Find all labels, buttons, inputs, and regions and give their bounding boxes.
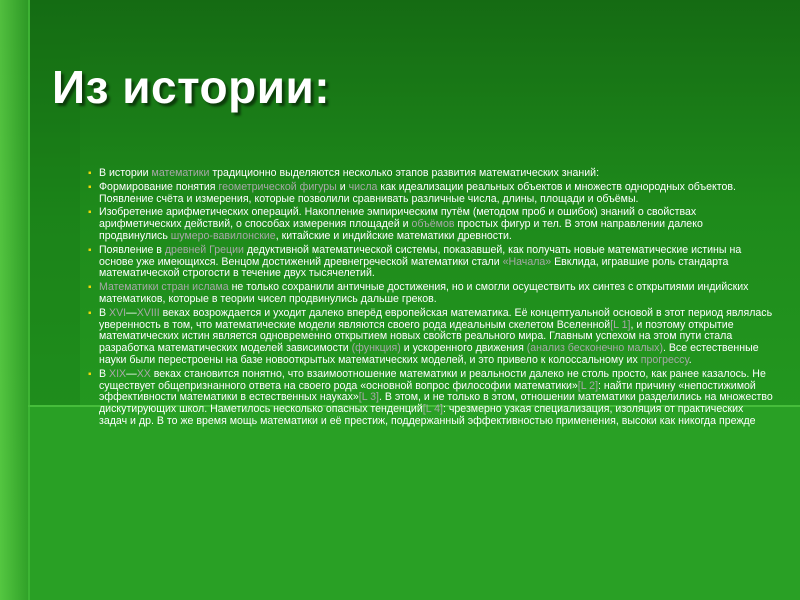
link-reference-l1[interactable]: [L 1]: [610, 318, 631, 331]
item-text: и ускоренного движения: [400, 342, 527, 355]
item-text: простых фигур и тел. В этом направлении далеко продвинулись: [99, 218, 703, 242]
item-text: : найти причину «непостижимой эффективности математики в естественных науках»: [99, 379, 756, 404]
link-century-xvi[interactable]: XVI: [109, 306, 127, 319]
item-text: Изобретение арифметических операций. Накопление эмпирическим путём (методом проб и ошибок) знаний о свойствах арифметических действий, о способах измерения площадей и: [99, 206, 697, 231]
link-century-xviii[interactable]: XVIII: [136, 306, 160, 319]
link-reference-l3[interactable]: [L 3]: [358, 391, 379, 404]
item-text: . Все естественные науки были перестроены на базе новооткрытых математических моделей, и это привело к колоссальному их: [99, 342, 759, 366]
item-text: Формирование понятия: [99, 180, 219, 193]
link-reference-l2[interactable]: [L 2]: [577, 379, 599, 392]
square-bullet-icon: ▪: [88, 181, 92, 193]
item-text: традиционно выделяются несколько этапов развития математических знаний:: [209, 167, 600, 179]
item-text: —: [126, 367, 137, 380]
link-volume[interactable]: объёмов: [411, 218, 455, 231]
square-bullet-icon: ▪: [88, 368, 92, 380]
item-text: как идеализации реальных объектов и множеств однородных объектов. Появление счёта и измерения, которые позволили сравнивать различные числа, длины, площади и объёмы.: [99, 180, 736, 205]
item-text: и: [336, 180, 349, 193]
item-text: Евклида, игравшие роль стандарта математической строгости в течение двух тысячелетий.: [99, 255, 729, 280]
link-geometric-figure[interactable]: геометрической фигуры: [218, 180, 337, 193]
link-number[interactable]: числа: [348, 180, 378, 193]
link-century-xix[interactable]: XIX: [109, 367, 127, 380]
item-text: веках становится понятно, что взаимоотношение математики и реальности далеко не столь просто, как ранее казалось. Не существует общепризнанного ответа на своего рода «основной вопрос философии математики»: [99, 367, 766, 392]
square-bullet-icon: ▪: [88, 168, 92, 179]
link-reference-l4[interactable]: [L 4]: [422, 403, 443, 416]
link-calculus[interactable]: (анализ бесконечно малых): [526, 342, 663, 355]
item-text: , китайские и индийские математики древности.: [275, 229, 512, 242]
list-item: [88, 245, 774, 280]
slide-title: Из истории:: [52, 61, 331, 113]
link-islamic-mathematics[interactable]: Математики стран ислама: [99, 281, 229, 294]
square-bullet-icon: ▪: [88, 207, 92, 219]
left-decorative-band: [0, 0, 30, 600]
bullet-list: [88, 168, 774, 430]
link-mathematics[interactable]: математики: [151, 167, 210, 179]
item-text: не только сохранили античные достижения, но и смогли осуществить их синтез с открытиями индийских математиков, которые в теории чисел продвинулись дальше греков.: [99, 281, 749, 305]
link-progress[interactable]: прогрессу: [640, 353, 689, 366]
item-text: : чрезмерно узкая специализация, изоляция от практических задач и др. В то же время мощь математики и её престиж, поддержанный эффективностью применения, высоки как никогда прежде: [99, 403, 756, 427]
lower-decorative-panel: [28, 405, 800, 600]
item-text: дедуктивной математической системы, показавшей, как получать новые математические истины на основе уже имеющихся. Венцом достижений древнегреческой математики стали: [99, 243, 742, 268]
item-text: Появление в: [99, 243, 165, 256]
square-bullet-icon: ▪: [88, 282, 92, 294]
link-elements[interactable]: «Начала»: [502, 255, 552, 268]
list-item: [88, 168, 774, 180]
item-text: .: [688, 353, 692, 366]
link-ancient-greece[interactable]: древней Греции: [164, 243, 244, 256]
list-item: [88, 308, 774, 367]
vertical-divider: [28, 0, 30, 600]
square-bullet-icon: ▪: [88, 307, 92, 319]
item-text: . В этом, и не только в этом, отношении математики разделились на множество дискутирующих школ. Наметилось несколько опасных тенденций: [99, 391, 773, 416]
item-text: В: [99, 306, 110, 319]
item-text: , и поэтому открытие математических истин является одновременно открытием новых свойств реального мира. Главным успехом на этом пути стала разработка математических моделей зависимости: [99, 318, 734, 355]
item-text: В истории: [99, 167, 152, 179]
link-sumero-babylonian[interactable]: шумеро-вавилонские: [170, 229, 276, 242]
list-item: [88, 182, 774, 206]
square-bullet-icon: ▪: [88, 244, 92, 256]
item-text: —: [126, 306, 137, 319]
list-item: [88, 207, 774, 242]
list-item: [88, 282, 774, 306]
item-text: В: [99, 367, 110, 380]
link-function[interactable]: (функция): [351, 342, 401, 355]
list-item: [88, 369, 774, 428]
item-text: веках возрождается и уходит далеко вперёд европейская математика. Её концептуальной основой в этот период являлась уверенность в том, что математические модели являются своего рода идеальным скелетом Вселенной: [99, 306, 773, 331]
link-century-xx[interactable]: XX: [136, 367, 151, 380]
